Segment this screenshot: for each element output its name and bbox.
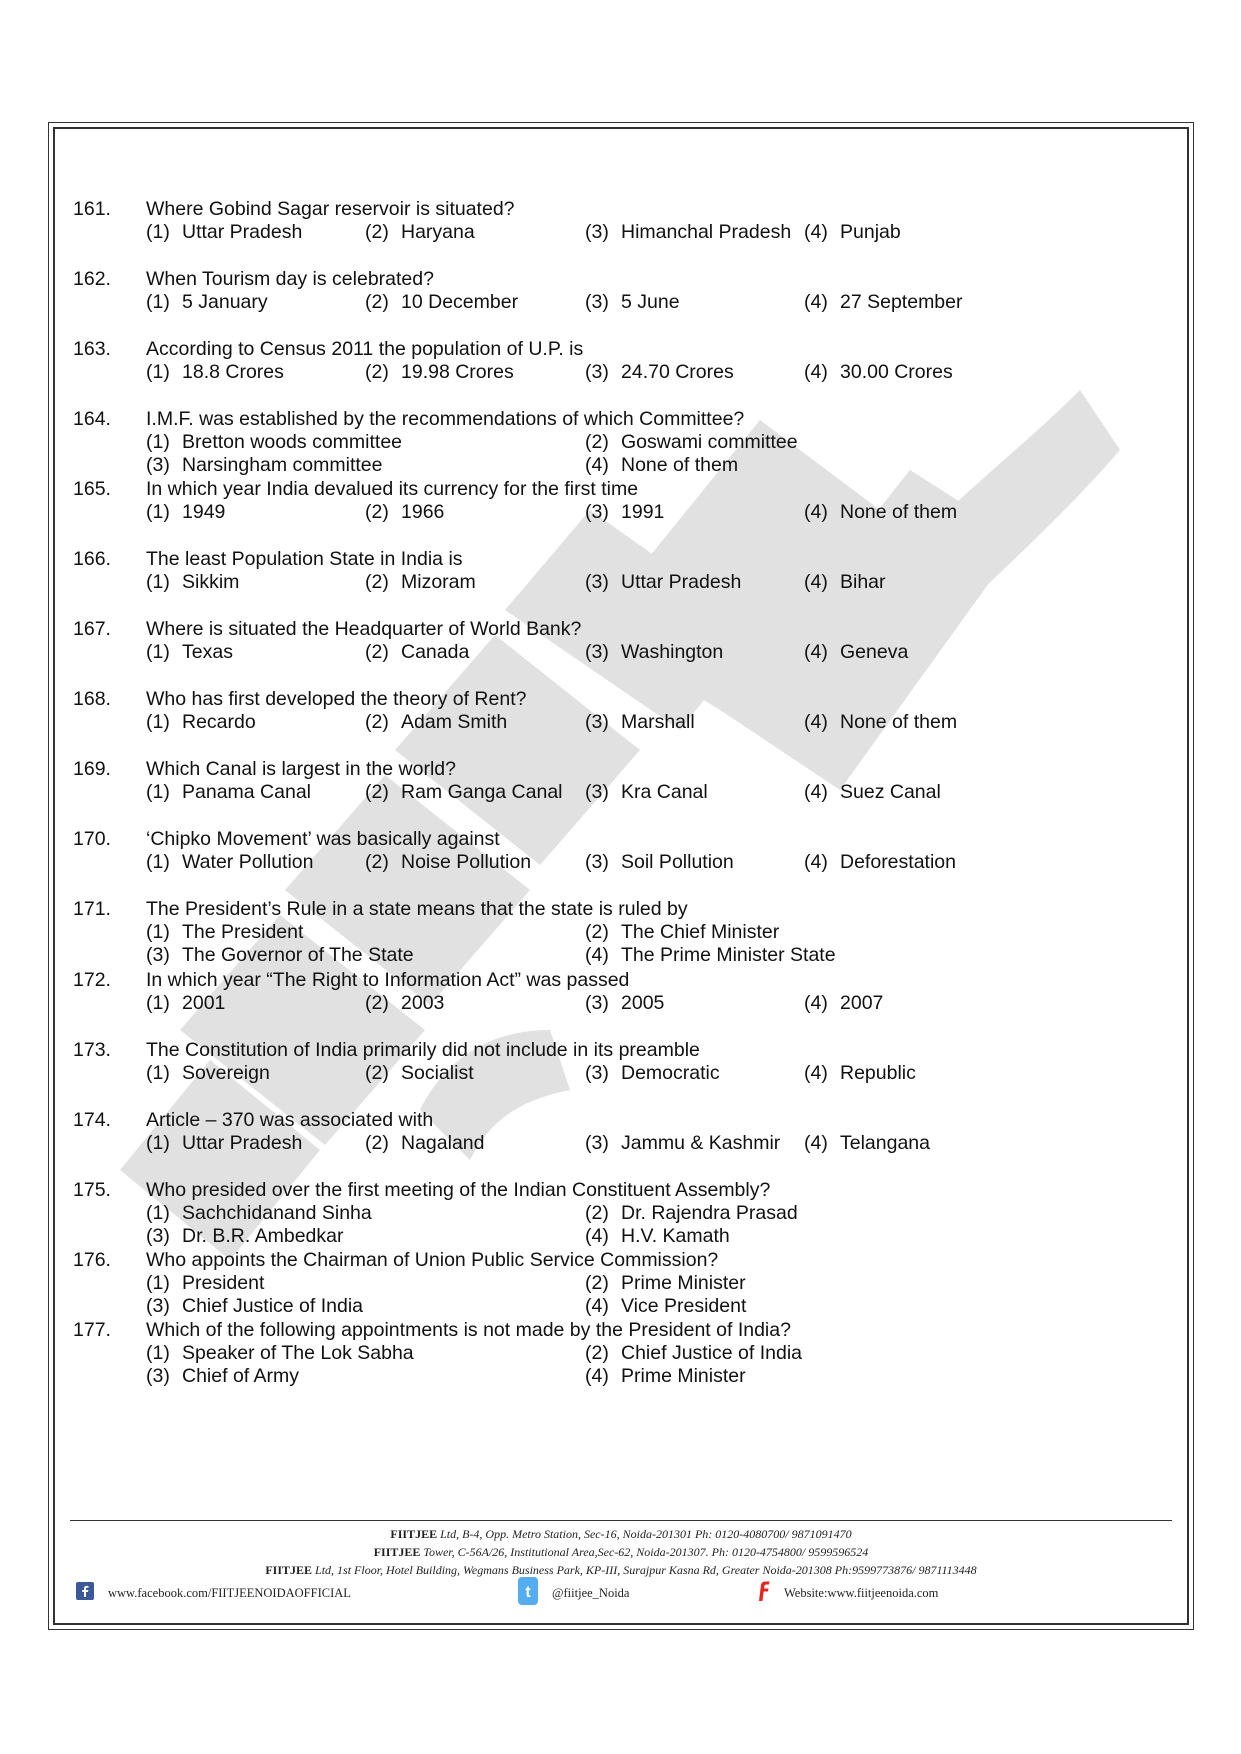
- answer-option: [146, 361, 284, 384]
- option-text: Republic: [840, 1061, 916, 1084]
- answer-option: [585, 571, 741, 594]
- question-text: In which year “The Right to Information Act” was passed: [146, 968, 630, 991]
- option-number: (4): [585, 454, 609, 477]
- option-text: President: [182, 1271, 265, 1294]
- option-number: (2): [365, 711, 389, 734]
- answer-option: [804, 291, 963, 314]
- answer-option: [365, 1062, 474, 1085]
- answer-option: [365, 221, 475, 244]
- question-number: 172.: [73, 968, 111, 991]
- option-text: Adam Smith: [401, 711, 508, 734]
- option-text: Sachchidanand Sinha: [182, 1201, 372, 1224]
- option-number: (2): [365, 291, 389, 314]
- option-number: (3): [585, 501, 609, 524]
- option-number: (4): [804, 851, 828, 874]
- option-text: Democratic: [621, 1061, 720, 1084]
- answer-option: [585, 1342, 802, 1365]
- answer-option: [585, 781, 708, 804]
- facebook-icon: [76, 1582, 94, 1604]
- option-number: (3): [585, 711, 609, 734]
- answer-option: [365, 851, 531, 874]
- question-text: Who presided over the first meeting of the Indian Constituent Assembly?: [146, 1178, 771, 1201]
- option-text: Soil Pollution: [621, 851, 734, 874]
- option-text: Bihar: [840, 571, 886, 594]
- question-number: 167.: [73, 618, 111, 641]
- answer-option: [804, 361, 953, 384]
- option-text: Himanchal Pradesh: [621, 221, 792, 243]
- question-number: 163.: [73, 338, 111, 361]
- answer-option: [585, 431, 798, 454]
- option-number: (4): [804, 781, 828, 804]
- option-text: None of them: [621, 454, 739, 477]
- answer-option: [365, 781, 563, 804]
- question-item: [73, 969, 1153, 1039]
- option-text: 5 January: [182, 291, 268, 314]
- question-item: [73, 1039, 1153, 1109]
- option-number: (2): [365, 361, 389, 384]
- option-text: 27 September: [840, 291, 963, 314]
- answer-option: [146, 1272, 264, 1295]
- option-number: (1): [146, 1201, 170, 1224]
- option-text: Vice President: [621, 1294, 747, 1317]
- question-item: [73, 268, 1153, 338]
- option-number: (3): [146, 1294, 170, 1317]
- question-text: When Tourism day is celebrated?: [146, 268, 434, 291]
- option-text: Uttar Pradesh: [182, 221, 303, 243]
- option-number: (1): [146, 361, 170, 384]
- option-number: (1): [146, 1131, 170, 1154]
- question-number: 165.: [73, 478, 111, 501]
- question-item: [73, 898, 1153, 968]
- answer-option: [585, 1132, 780, 1155]
- question-item: [73, 548, 1153, 618]
- svg-text:t: t: [525, 1584, 531, 1601]
- option-text: 19.98 Crores: [401, 361, 514, 384]
- answer-option: [585, 1365, 746, 1388]
- option-number: (3): [585, 1061, 609, 1084]
- option-number: (2): [585, 1341, 609, 1364]
- question-text: ‘Chipko Movement’ was basically against: [146, 828, 500, 851]
- answer-option: [365, 992, 444, 1015]
- option-number: (1): [146, 921, 170, 944]
- answer-option: [585, 944, 836, 967]
- option-text: 1991: [621, 501, 665, 524]
- question-number: 168.: [73, 688, 111, 711]
- answer-option: [585, 1062, 720, 1085]
- option-text: 5 June: [621, 291, 680, 314]
- option-number: (4): [804, 711, 828, 734]
- answer-option: [365, 571, 476, 594]
- option-number: (3): [585, 361, 609, 384]
- option-text: Prime Minister: [621, 1364, 746, 1387]
- option-text: Geneva: [840, 641, 909, 664]
- question-number: 170.: [73, 828, 111, 851]
- option-number: (4): [585, 944, 609, 967]
- option-number: (1): [146, 221, 170, 243]
- option-text: The Chief Minister: [621, 921, 780, 944]
- option-text: Kra Canal: [621, 781, 708, 804]
- answer-option: [585, 361, 734, 384]
- option-text: Recardo: [182, 711, 256, 734]
- question-text: In which year India devalued its currency for the first time: [146, 478, 639, 501]
- website-url[interactable]: Website:www.fiitjeenoida.com: [784, 1585, 939, 1600]
- question-text: Article – 370 was associated with: [146, 1108, 434, 1131]
- option-number: (4): [804, 571, 828, 594]
- answer-option: [365, 291, 518, 314]
- option-number: (2): [365, 781, 389, 804]
- option-text: Haryana: [401, 221, 475, 243]
- option-text: Chief Justice of India: [621, 1341, 803, 1364]
- option-number: (3): [146, 454, 170, 477]
- option-text: Noise Pollution: [401, 851, 532, 874]
- answer-option: [146, 221, 302, 244]
- answer-option: [146, 711, 256, 734]
- option-number: (2): [585, 921, 609, 944]
- question-text: Which of the following appointments is not made by the President of India?: [146, 1318, 791, 1341]
- question-list: [73, 198, 1153, 1389]
- answer-option: [146, 1202, 372, 1225]
- option-number: (2): [365, 1131, 389, 1154]
- answer-option: [146, 1062, 270, 1085]
- question-number: 169.: [73, 758, 111, 781]
- question-item: [73, 478, 1153, 548]
- answer-option: [146, 501, 225, 524]
- option-text: 2003: [401, 991, 445, 1014]
- option-text: Sovereign: [182, 1061, 270, 1084]
- question-number: 176.: [73, 1248, 111, 1271]
- question-number: 177.: [73, 1318, 111, 1341]
- option-number: (2): [585, 1201, 609, 1224]
- option-text: Speaker of The Lok Sabha: [182, 1341, 414, 1364]
- option-number: (1): [146, 851, 170, 874]
- answer-option: [804, 851, 956, 874]
- answer-option: [146, 851, 314, 874]
- option-number: (3): [585, 221, 609, 243]
- option-number: (1): [146, 1341, 170, 1364]
- answer-option: [585, 501, 664, 524]
- option-text: The Governor of The State: [182, 944, 414, 967]
- option-number: (3): [585, 571, 609, 594]
- option-number: (2): [365, 1061, 389, 1084]
- question-number: 162.: [73, 268, 111, 291]
- option-text: Dr. Rajendra Prasad: [621, 1201, 798, 1224]
- footer-line-3: FIITJEE Ltd, 1st Floor, Hotel Building, Wegmans Business Park, KP-III, Surajpur Kasna Rd, Greater Noida-201308 Ph:9599773876/ 9871113448: [265, 1563, 977, 1577]
- option-number: (4): [585, 1224, 609, 1247]
- option-number: (3): [585, 641, 609, 664]
- option-number: (1): [146, 1271, 170, 1294]
- answer-option: [585, 1272, 746, 1295]
- option-number: (4): [804, 291, 828, 314]
- option-number: (2): [365, 851, 389, 874]
- option-text: Prime Minister: [621, 1271, 746, 1294]
- question-item: [73, 408, 1153, 478]
- option-number: (3): [146, 1224, 170, 1247]
- option-number: (2): [365, 641, 389, 664]
- question-item: [73, 198, 1153, 268]
- option-text: 30.00 Crores: [840, 361, 953, 384]
- option-text: Panama Canal: [182, 781, 311, 804]
- footer-address: [70, 1525, 1172, 1579]
- option-number: (4): [804, 221, 828, 243]
- question-item: [73, 1179, 1153, 1249]
- option-number: (1): [146, 991, 170, 1014]
- option-text: 1966: [401, 501, 445, 524]
- answer-option: [585, 291, 680, 314]
- option-number: (4): [804, 361, 828, 384]
- question-text: Where is situated the Headquarter of World Bank?: [146, 618, 582, 641]
- option-number: (4): [585, 1294, 609, 1317]
- answer-option: [585, 641, 723, 664]
- answer-option: [365, 361, 514, 384]
- option-text: Punjab: [840, 221, 901, 243]
- option-text: Water Pollution: [182, 851, 314, 874]
- question-number: 175.: [73, 1178, 111, 1201]
- option-text: Socialist: [401, 1061, 474, 1084]
- option-number: (2): [365, 571, 389, 594]
- option-number: (2): [585, 431, 609, 454]
- option-number: (2): [585, 1271, 609, 1294]
- answer-option: [585, 921, 779, 944]
- option-number: (3): [585, 991, 609, 1014]
- answer-option: [804, 711, 957, 734]
- option-text: The Prime Minister State: [621, 944, 836, 967]
- answer-option: [146, 992, 225, 1015]
- website-link-group[interactable]: [756, 1580, 938, 1606]
- question-item: [73, 758, 1153, 828]
- question-number: 164.: [73, 408, 111, 431]
- option-number: (3): [585, 1131, 609, 1154]
- footer-line-2: FIITJEE Tower, C-56A/26, Institutional Area,Sec-62, Noida-201307. Ph: 0120-4754800/ 9599596524: [373, 1545, 869, 1559]
- twitter-handle[interactable]: @fiitjee_Noida: [552, 1585, 630, 1600]
- question-number: 171.: [73, 898, 111, 921]
- answer-option: [804, 571, 886, 594]
- answer-option: [804, 641, 908, 664]
- answer-option: [804, 992, 883, 1015]
- answer-option: [146, 1295, 363, 1318]
- option-number: (3): [146, 944, 170, 967]
- answer-option: [585, 454, 738, 477]
- answer-option: [585, 711, 695, 734]
- fiitjee-f-icon: [756, 1581, 770, 1605]
- option-number: (4): [804, 991, 828, 1014]
- answer-option: [146, 944, 414, 967]
- option-text: Dr. B.R. Ambedkar: [182, 1224, 344, 1247]
- question-item: [73, 1109, 1153, 1179]
- option-number: (4): [585, 1364, 609, 1387]
- option-text: Uttar Pradesh: [621, 571, 742, 594]
- answer-option: [804, 1132, 930, 1155]
- answer-option: [804, 781, 941, 804]
- answer-option: [585, 1202, 798, 1225]
- option-number: (2): [365, 501, 389, 524]
- option-text: 2001: [182, 991, 226, 1014]
- question-text: I.M.F. was established by the recommendations of which Committee?: [146, 408, 745, 431]
- option-text: 2005: [621, 991, 665, 1014]
- option-text: Narsingham committee: [182, 454, 383, 477]
- option-number: (1): [146, 291, 170, 314]
- question-text: Where Gobind Sagar reservoir is situated?: [146, 198, 515, 220]
- answer-option: [146, 1365, 299, 1388]
- option-text: Ram Ganga Canal: [401, 781, 563, 804]
- answer-option: [585, 992, 664, 1015]
- question-text: The President’s Rule in a state means that the state is ruled by: [146, 898, 688, 921]
- option-text: Uttar Pradesh: [182, 1131, 303, 1154]
- answer-option: [365, 711, 507, 734]
- answer-option: [585, 221, 791, 244]
- answer-option: [146, 1342, 414, 1365]
- option-text: Mizoram: [401, 571, 476, 594]
- question-item: [73, 618, 1153, 688]
- option-number: (1): [146, 711, 170, 734]
- option-text: Washington: [621, 641, 724, 664]
- answer-option: [146, 921, 303, 944]
- option-number: (1): [146, 641, 170, 664]
- option-text: Texas: [182, 641, 233, 664]
- question-text: Which Canal is largest in the world?: [146, 758, 456, 781]
- question-text: According to Census 2011 the population of U.P. is: [146, 338, 584, 361]
- option-text: 1949: [182, 501, 226, 524]
- answer-option: [146, 1132, 302, 1155]
- question-text: Who has first developed the theory of Rent?: [146, 688, 527, 711]
- option-number: (4): [804, 501, 828, 524]
- question-text: The Constitution of India primarily did not include in its preamble: [146, 1038, 700, 1061]
- option-text: Sikkim: [182, 571, 240, 594]
- option-number: (2): [365, 991, 389, 1014]
- option-text: Bretton woods committee: [182, 431, 403, 454]
- footer-line-1: FIITJEE Ltd, B-4, Opp. Metro Station, Sec-16, Noida-201301 Ph: 0120-4080700/ 9871091470: [390, 1527, 852, 1541]
- answer-option: [365, 641, 469, 664]
- option-number: (1): [146, 781, 170, 804]
- answer-option: [146, 1225, 343, 1248]
- facebook-url[interactable]: www.facebook.com/FIITJEENOIDAOFFICIAL: [108, 1585, 351, 1600]
- option-number: (3): [146, 1364, 170, 1387]
- answer-option: [146, 641, 233, 664]
- option-text: 2007: [840, 991, 884, 1014]
- option-number: (2): [365, 221, 389, 243]
- answer-option: [804, 501, 957, 524]
- question-number: 161.: [73, 198, 111, 220]
- option-text: Chief Justice of India: [182, 1294, 364, 1317]
- option-text: Canada: [401, 641, 470, 664]
- twitter-icon: [518, 1577, 538, 1609]
- question-item: [73, 828, 1153, 898]
- option-number: (1): [146, 501, 170, 524]
- option-text: H.V. Kamath: [621, 1224, 730, 1247]
- option-number: (1): [146, 1061, 170, 1084]
- option-text: Goswami committee: [621, 431, 798, 454]
- option-text: 10 December: [401, 291, 519, 314]
- question-text: The least Population State in India is: [146, 548, 463, 571]
- facebook-link-group[interactable]: [76, 1580, 351, 1606]
- answer-option: [365, 501, 444, 524]
- option-text: None of them: [840, 501, 958, 524]
- answer-option: [804, 221, 901, 244]
- option-text: Chief of Army: [182, 1364, 300, 1387]
- option-text: Marshall: [621, 711, 695, 734]
- question-item: [73, 688, 1153, 758]
- answer-option: [146, 454, 382, 477]
- answer-option: [146, 291, 268, 314]
- answer-option: [585, 1225, 730, 1248]
- option-text: Telangana: [840, 1131, 930, 1154]
- option-number: (4): [804, 641, 828, 664]
- twitter-link-group[interactable]: [518, 1580, 629, 1606]
- answer-option: [365, 1132, 484, 1155]
- option-text: 24.70 Crores: [621, 361, 734, 384]
- question-text: Who appoints the Chairman of Union Public Service Commission?: [146, 1248, 719, 1271]
- question-item: [73, 338, 1153, 408]
- question-item: [73, 1319, 1153, 1389]
- footer-divider: [70, 1520, 1172, 1521]
- answer-option: [585, 851, 734, 874]
- option-number: (3): [585, 291, 609, 314]
- option-number: (4): [804, 1131, 828, 1154]
- option-text: 18.8 Crores: [182, 361, 284, 384]
- answer-option: [585, 1295, 746, 1318]
- option-text: The President: [182, 921, 304, 944]
- question-number: 173.: [73, 1038, 111, 1061]
- option-number: (3): [585, 851, 609, 874]
- option-number: (4): [804, 1061, 828, 1084]
- option-number: (1): [146, 431, 170, 454]
- option-text: Suez Canal: [840, 781, 941, 804]
- option-number: (1): [146, 571, 170, 594]
- question-number: 166.: [73, 548, 111, 571]
- option-text: Nagaland: [401, 1131, 485, 1154]
- answer-option: [146, 431, 402, 454]
- answer-option: [146, 571, 239, 594]
- answer-option: [804, 1062, 916, 1085]
- option-text: Jammu & Kashmir: [621, 1131, 781, 1154]
- option-text: None of them: [840, 711, 958, 734]
- option-text: Deforestation: [840, 851, 956, 874]
- question-item: [73, 1249, 1153, 1319]
- answer-option: [146, 781, 311, 804]
- question-number: 174.: [73, 1108, 111, 1131]
- option-number: (3): [585, 781, 609, 804]
